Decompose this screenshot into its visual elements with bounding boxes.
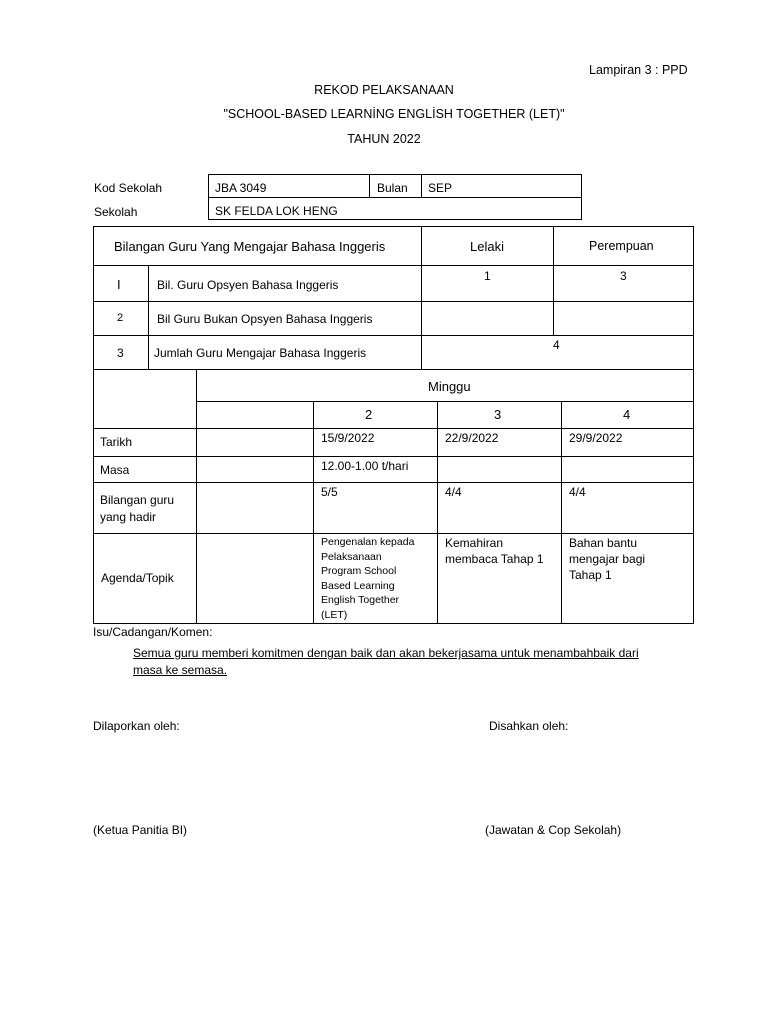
option-teachers-male: 1: [484, 269, 491, 283]
total-teachers-value: 4: [553, 338, 560, 352]
program-title: "SCHOOL-BASED LEARNİNG ENGLİSH TOGETHER (LET)": [223, 107, 565, 121]
reported-by-label: Dilaporkan oleh:: [93, 719, 180, 733]
agenda-week-3: Kemahiran membaca Tahap 1: [445, 536, 544, 566]
school-code-value: JBA 3049: [215, 181, 267, 195]
date-week-4: 29/9/2022: [569, 431, 623, 445]
school-name-label: Sekolah: [94, 205, 138, 219]
total-teachers-label: Jumlah Guru Mengajar Bahasa Inggeris: [154, 346, 367, 360]
non-option-teachers-label: Bil Guru Bukan Opsyen Bahasa Inggeris: [157, 312, 373, 326]
agenda-label: Agenda/Topik: [101, 571, 174, 585]
week-number-3: 3: [494, 407, 502, 422]
agenda-week-4: Bahan bantu mengajar bagi Tahap 1: [569, 536, 646, 582]
attendance-week-3: 4/4: [445, 485, 462, 499]
attachment-label: Lampiran 3 : PPD: [589, 63, 688, 77]
teacher-count-header: Bilangan Guru Yang Mengajar Bahasa Inggeris: [114, 239, 386, 254]
document-title: REKOD PELAKSANAAN: [314, 83, 454, 97]
option-teachers-label: Bil. Guru Opsyen Bahasa Inggeris: [157, 278, 339, 292]
week-number-2: 2: [365, 407, 373, 422]
comment-line-2: masa ke semasa.: [133, 663, 228, 677]
agenda-week-2: Pengenalan kepada Pelaksanaan Program School Based Learning English Together (LET): [321, 536, 415, 621]
comments-label: Isu/Cadangan/Komen:: [93, 625, 213, 639]
year-title: TAHUN 2022: [347, 132, 421, 146]
attendance-week-2: 5/5: [321, 485, 338, 499]
date-label: Tarikh: [100, 435, 133, 449]
female-header: Perempuan: [589, 239, 654, 253]
row-number-3: 3: [117, 346, 124, 360]
attendance-label-line2: yang hadir: [100, 510, 157, 524]
comment-line-1: Semua guru memberi komitmen dengan baik dan akan bekerjasama untuk menambahbaik dari: [133, 646, 639, 660]
date-week-2: 15/9/2022: [321, 431, 375, 445]
option-teachers-female: 3: [620, 269, 627, 283]
month-label: Bulan: [377, 181, 408, 195]
row-number-2: 2: [117, 312, 124, 324]
week-number-4: 4: [623, 407, 631, 422]
week-header: Minggu: [428, 379, 471, 394]
position-stamp-label: (Jawatan & Cop Sekolah): [485, 823, 622, 837]
attendance-week-4: 4/4: [569, 485, 586, 499]
school-name-value: SK FELDA LOK HENG: [215, 204, 338, 218]
approved-by-label: Disahkan oleh:: [489, 719, 569, 733]
panel-head-label: (Ketua Panitia BI): [93, 823, 188, 837]
time-week-2: 12.00-1.00 t/hari: [321, 459, 409, 473]
school-code-label: Kod Sekolah: [94, 181, 163, 195]
male-header: Lelaki: [470, 239, 504, 254]
month-value: SEP: [428, 181, 453, 195]
time-label: Masa: [100, 463, 130, 477]
date-week-3: 22/9/2022: [445, 431, 499, 445]
attendance-label-line1: Bilangan guru: [100, 493, 175, 507]
row-number-1: I: [117, 277, 121, 292]
